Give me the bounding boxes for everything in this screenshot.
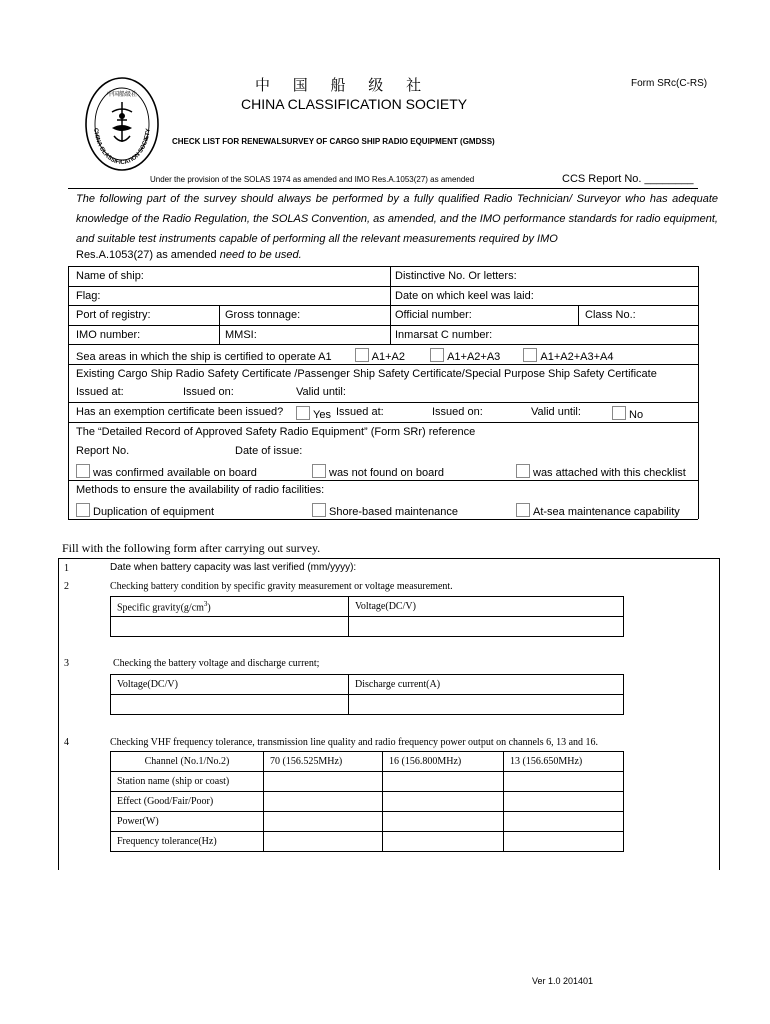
vhf-cell[interactable] bbox=[383, 832, 504, 852]
shore-based-label: Shore-based maintenance bbox=[329, 506, 459, 518]
ccs-report-no: CCS Report No. ________ bbox=[562, 173, 694, 185]
vhf-row-power bbox=[111, 812, 624, 832]
intro-ref: Res.A.1053(27) as amended bbox=[76, 249, 217, 261]
exemption-no bbox=[612, 406, 643, 421]
vhf-row-label: Power(W) bbox=[111, 812, 264, 832]
vhf-row-label: Effect (Good/Fair/Poor) bbox=[111, 792, 264, 812]
vhf-cell[interactable] bbox=[264, 792, 383, 812]
confirmed-option bbox=[76, 464, 257, 479]
sea-area-a1a2a3-label: A1+A2+A3 bbox=[447, 351, 501, 363]
specific-gravity-header: Specific $gravity(g/cm^3)$ bbox=[111, 597, 349, 617]
exemption-yes bbox=[296, 406, 331, 421]
discharge-current-value[interactable] bbox=[349, 695, 624, 715]
confirmed-checkbox[interactable] bbox=[76, 464, 90, 478]
voltage-value[interactable] bbox=[349, 617, 624, 637]
item4-text: Checking VHF frequency tolerance, transmission line quality and radio frequency power output on channels 6, 13 and 16. bbox=[110, 737, 599, 748]
vhf-row-frequency bbox=[111, 832, 624, 852]
shore-based-option bbox=[312, 503, 458, 518]
svg-text:CHINA CLASSIFICATION SOCIETY: CHINA CLASSIFICATION SOCIETY bbox=[92, 127, 152, 167]
vhf-header-row bbox=[111, 752, 624, 772]
inmarsat-label: Inmarsat C number: bbox=[395, 329, 493, 341]
item2-text: Checking battery condition by specific gravity measurement or voltage measurement. bbox=[110, 581, 453, 592]
intro-last-line bbox=[76, 249, 302, 261]
sea-area-a1a2-label: A1+A2 bbox=[371, 351, 406, 363]
keel-date-label: Date on which keel was laid: bbox=[395, 290, 534, 302]
exempt-valid-until-label: Valid until: bbox=[531, 406, 581, 418]
attached-checkbox[interactable] bbox=[516, 464, 530, 478]
exempt-issued-on-label: Issued on: bbox=[432, 406, 483, 418]
detailed-record-label: The “Detailed Record of Approved Safety Radio Equipment” (Form SRr) reference bbox=[76, 426, 476, 438]
specific-gravity-value[interactable] bbox=[111, 617, 349, 637]
duplication-label: Duplication of equipment bbox=[93, 506, 215, 518]
duplication-option bbox=[76, 503, 214, 518]
vhf-cell[interactable] bbox=[264, 832, 383, 852]
not-found-option bbox=[312, 464, 444, 479]
shore-based-checkbox[interactable] bbox=[312, 503, 326, 517]
valid-until-label: Valid until: bbox=[296, 386, 346, 398]
checklist-title: CHECK LIST FOR RENEWALSURVEY OF CARGO SHIP RADIO EQUIPMENT (GMDSS) bbox=[172, 137, 495, 146]
sea-area-a1a2-checkbox[interactable] bbox=[355, 348, 369, 362]
not-found-label: was not found on board bbox=[329, 467, 444, 479]
exemption-no-checkbox[interactable] bbox=[612, 406, 626, 420]
vhf-header-channel: Channel (No.1/No.2) bbox=[111, 752, 264, 772]
attached-label: was attached with this checklist bbox=[533, 467, 686, 479]
item3-number: 3 bbox=[64, 658, 69, 669]
confirmed-label: was confirmed available on board bbox=[93, 467, 257, 479]
exemption-no-label: No bbox=[629, 409, 644, 421]
svg-text:中国船级社: 中国船级社 bbox=[106, 91, 138, 98]
exemption-yes-label: Yes bbox=[313, 409, 331, 421]
existing-cert-label: Existing Cargo Ship Radio Safety Certificate /Passenger Ship Safety Certificate/Special Purpose Ship Safety Certificate bbox=[76, 368, 657, 380]
english-title: CHINA CLASSIFICATION SOCIETY bbox=[241, 96, 468, 112]
version-footer: Ver 1.0 201401 bbox=[532, 976, 594, 986]
vhf-header-ch70: 70 (156.525MHz) bbox=[264, 752, 383, 772]
sea-area-a1a2a3a4-checkbox[interactable] bbox=[523, 348, 537, 362]
attached-option bbox=[516, 464, 686, 479]
vhf-cell[interactable] bbox=[264, 772, 383, 792]
item1-number: 1 bbox=[64, 563, 69, 574]
intro-tail: need to be used. bbox=[216, 249, 302, 261]
at-sea-option bbox=[516, 503, 680, 518]
item3-text: Checking the battery voltage and discharge current; bbox=[113, 658, 320, 669]
vhf-cell[interactable] bbox=[504, 792, 624, 812]
item1-text: Date when battery capacity was last verified (mm/yyyy): bbox=[110, 562, 357, 573]
vhf-row-label: Frequency tolerance(Hz) bbox=[111, 832, 264, 852]
flag-label: Flag: bbox=[76, 290, 101, 302]
vhf-cell[interactable] bbox=[504, 772, 624, 792]
name-of-ship-label: Name of ship: bbox=[76, 270, 144, 282]
chinese-title: 中 国 船 级 社 bbox=[255, 76, 431, 94]
vhf-row-station bbox=[111, 772, 624, 792]
vhf-cell[interactable] bbox=[383, 792, 504, 812]
distinctive-no-label: Distinctive No. Or letters: bbox=[395, 270, 517, 282]
vhf-cell[interactable] bbox=[504, 832, 624, 852]
date-of-issue-label: Date of issue: bbox=[235, 445, 303, 457]
sea-areas-row bbox=[76, 348, 613, 363]
item4-number: 4 bbox=[64, 737, 69, 748]
voltage-dc-header: Voltage(DC/V) bbox=[111, 675, 349, 695]
discharge-current-header: Discharge current(A) bbox=[349, 675, 624, 695]
at-sea-label: At-sea maintenance capability bbox=[533, 506, 680, 518]
gross-tonnage-label: Gross tonnage: bbox=[225, 309, 301, 321]
vhf-cell[interactable] bbox=[504, 812, 624, 832]
intro-text: The following part of the survey should always be performed by a fully qualified Radio Technician/ Surveyor who has adequate knowledge of the Radio Regulation, the SOLAS Convention, as amended, and the IMO performance standards for radio equipment, and suitable test instruments capable of performing all the relevant measurements required by IMO bbox=[76, 193, 718, 245]
vhf-row-label: Station name (ship or coast) bbox=[111, 772, 264, 792]
sea-area-a1a2a3-checkbox[interactable] bbox=[430, 348, 444, 362]
fill-heading: Fill with the following form after carrying out survey. bbox=[62, 541, 321, 555]
imo-number-label: IMO number: bbox=[76, 329, 141, 341]
exemption-yes-checkbox[interactable] bbox=[296, 406, 310, 420]
battery-voltage-table bbox=[110, 674, 624, 715]
vhf-cell[interactable] bbox=[383, 812, 504, 832]
official-number-label: Official number: bbox=[395, 309, 472, 321]
methods-label: Methods to ensure the availability of radio facilities: bbox=[76, 484, 325, 496]
battery-gravity-table bbox=[110, 596, 624, 637]
issued-at-label: Issued at: bbox=[76, 386, 124, 398]
exemption-question: Has an exemption certificate been issued? bbox=[76, 406, 284, 418]
item2-number: 2 bbox=[64, 581, 69, 592]
mmsi-label: MMSI: bbox=[225, 329, 257, 341]
voltage-dc-value[interactable] bbox=[111, 695, 349, 715]
class-no-label: Class No.: bbox=[585, 309, 636, 321]
provision-text: Under the provision of the SOLAS 1974 as amended and IMO Res.A.1053(27) as amended bbox=[150, 175, 475, 184]
not-found-checkbox[interactable] bbox=[312, 464, 326, 478]
voltage-header: Voltage(DC/V) bbox=[349, 597, 624, 617]
vhf-header-ch13: 13 (156.650MHz) bbox=[504, 752, 624, 772]
exempt-issued-at-label: Issued at: bbox=[336, 406, 384, 418]
vhf-header-ch16: 16 (156.800MHz) bbox=[383, 752, 504, 772]
issued-on-label: Issued on: bbox=[183, 386, 234, 398]
vhf-cell[interactable] bbox=[383, 772, 504, 792]
at-sea-checkbox[interactable] bbox=[516, 503, 530, 517]
intro-paragraph bbox=[76, 189, 718, 249]
vhf-row-effect bbox=[111, 792, 624, 812]
vhf-cell[interactable] bbox=[264, 812, 383, 832]
vhf-table bbox=[110, 751, 624, 852]
ccs-seal-logo bbox=[84, 76, 160, 172]
port-of-registry-label: Port of registry: bbox=[76, 309, 151, 321]
sea-area-a1a2a3a4-label: A1+A2+A3+A4 bbox=[540, 351, 614, 363]
form-code: Form SRc(C-RS) bbox=[631, 78, 708, 89]
report-no-label: Report No. bbox=[76, 445, 130, 457]
sea-areas-label: Sea areas in which the ship is certified to operate A1 bbox=[76, 351, 332, 363]
duplication-checkbox[interactable] bbox=[76, 503, 90, 517]
